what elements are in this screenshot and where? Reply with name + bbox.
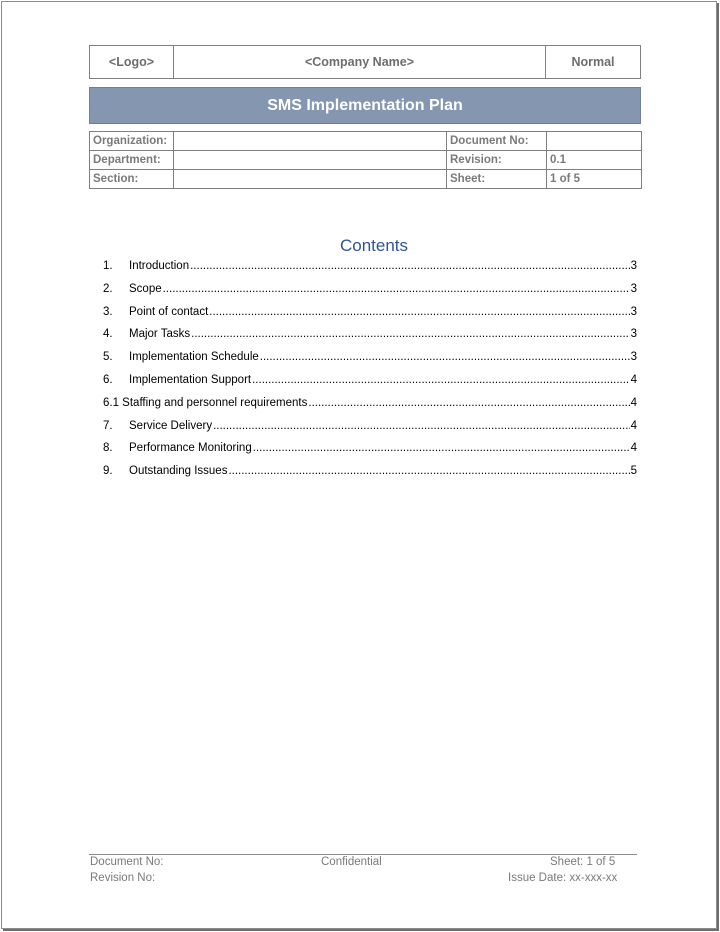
toc-dot-leader [260, 351, 630, 363]
document-info-table [89, 131, 642, 189]
toc-entry-label: Outstanding Issues [129, 465, 228, 478]
toc-dot-leader [308, 397, 629, 409]
toc-entry-label: Implementation Schedule [129, 351, 259, 364]
toc-dot-leader [213, 420, 630, 432]
toc-entry-label: 6.1 Staffing and personnel requirements [103, 396, 308, 409]
toc-entry[interactable] [103, 283, 637, 306]
toc-entry-page: 3 [630, 305, 637, 318]
toc-entry-label: Point of contact [129, 305, 209, 318]
toc-entry-number: 5. [103, 351, 113, 364]
logo-placeholder: <Logo> [90, 46, 174, 78]
revision-value: 0.1 [547, 151, 642, 170]
company-name: <Company Name> [174, 46, 546, 78]
revision-label: Revision: [447, 151, 547, 170]
toc-entry-page: 4 [630, 396, 637, 409]
toc-entry-number: 2. [103, 282, 113, 295]
toc-entry-page: 4 [630, 373, 637, 386]
classification-label: Normal [571, 55, 615, 69]
toc-entry-page: 4 [630, 419, 637, 432]
toc-entry-number: 7. [103, 419, 113, 432]
toc-entry[interactable] [103, 351, 637, 374]
toc-entry-number: 4. [103, 328, 113, 341]
toc-entry[interactable] [103, 420, 637, 443]
toc-entry[interactable] [103, 442, 637, 465]
document-no-label: Document No: [447, 132, 547, 151]
toc-dot-leader [253, 442, 630, 454]
toc-dot-leader [190, 260, 629, 272]
section-label: Section: [90, 170, 174, 189]
toc-entry-number: 9. [103, 465, 113, 478]
toc-dot-leader [191, 328, 629, 340]
toc-dot-leader [209, 306, 629, 318]
toc-entry-label: Scope [129, 282, 162, 295]
toc-dot-leader [252, 374, 629, 386]
toc-entry-label: Implementation Support [129, 373, 252, 386]
organization-label: Organization: [90, 132, 174, 151]
footer-document-no: Document No: [90, 856, 164, 868]
contents-heading: Contents [339, 236, 409, 255]
toc-entry-page: 3 [630, 328, 637, 341]
toc-entry-number: 8. [103, 442, 113, 455]
info-row-section [90, 170, 642, 189]
department-label: Department: [90, 151, 174, 170]
footer-divider [89, 854, 637, 855]
toc-entry-page: 3 [630, 282, 637, 295]
document-title: SMS Implementation Plan [89, 87, 641, 124]
document-no-value [547, 132, 642, 151]
toc-entry-number: 3. [103, 305, 113, 318]
footer-sheet: Sheet: 1 of 5 [550, 856, 616, 868]
toc-entry-label: Performance Monitoring [129, 442, 252, 455]
sheet-value: 1 of 5 [547, 170, 642, 189]
toc-entry-page: 4 [630, 442, 637, 455]
header-table [89, 45, 641, 79]
footer-revision-no: Revision No: [90, 872, 156, 884]
toc-entry-page: 3 [630, 351, 637, 364]
toc-dot-leader [228, 465, 629, 477]
table-of-contents [103, 260, 637, 488]
sheet-label: Sheet: [447, 170, 547, 189]
toc-entry-number: 1. [103, 260, 113, 272]
toc-entry[interactable] [103, 465, 637, 488]
toc-dot-leader [163, 283, 630, 295]
toc-entry[interactable] [103, 306, 637, 329]
toc-entry-page: 3 [630, 260, 637, 272]
footer-issue-date: Issue Date: xx-xxx-xx [508, 872, 618, 884]
department-value [174, 151, 447, 170]
section-value [174, 170, 447, 189]
info-row-department [90, 151, 642, 170]
organization-value [174, 132, 447, 151]
toc-entry-page: 5 [630, 465, 637, 478]
toc-entry[interactable] [103, 260, 637, 283]
toc-entry-label: Introduction [129, 260, 190, 272]
toc-entry[interactable] [103, 397, 637, 420]
info-row-organization [90, 132, 642, 151]
toc-entry-label: Major Tasks [129, 328, 191, 341]
footer-confidential: Confidential [321, 856, 382, 868]
toc-entry[interactable] [103, 374, 637, 397]
toc-entry-label: Service Delivery [129, 419, 213, 432]
toc-entry-number: 6. [103, 373, 113, 386]
toc-entry[interactable] [103, 328, 637, 351]
